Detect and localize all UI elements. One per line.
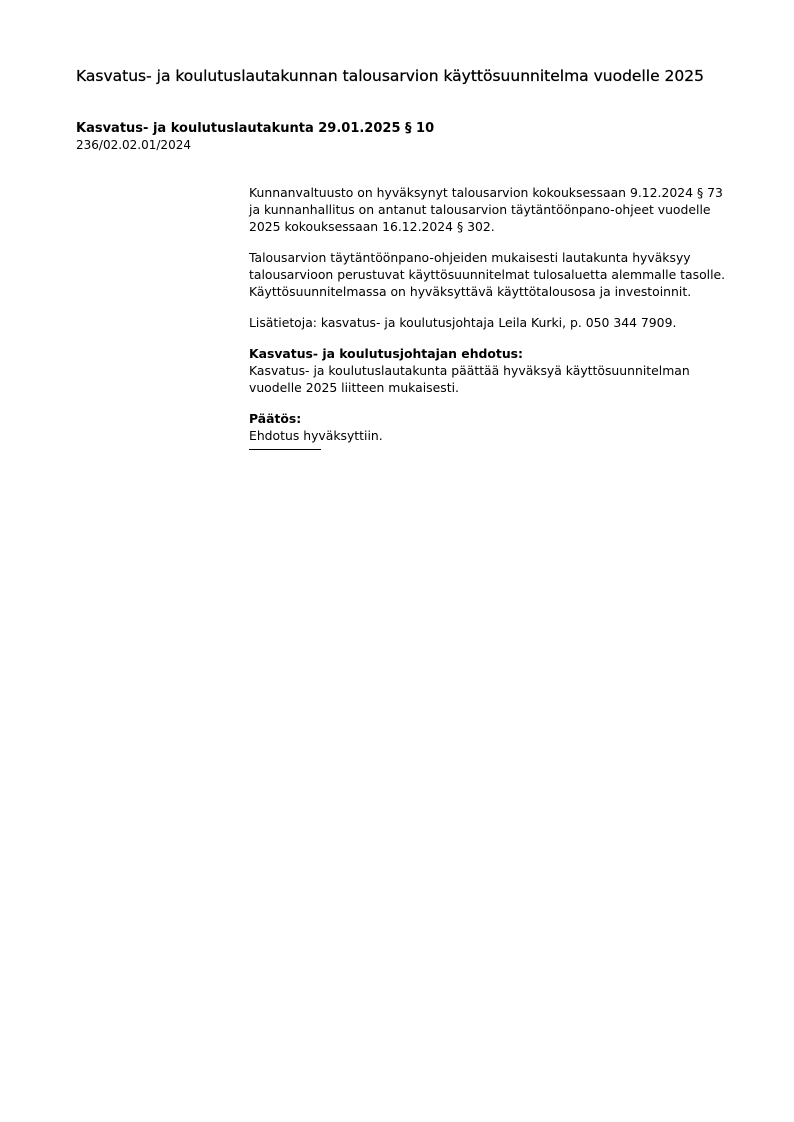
paragraph-guidelines: Talousarvion täytäntöönpano-ohjeiden mukaisesti lautakunta hyväksyy talousarvioon perustuvat käyttösuunnitelmat tulosaluetta alemmalle tasolle. Käyttösuunnitelmassa on hyväksyttävä käyttötalousosa ja investoinnit. bbox=[249, 250, 726, 299]
proposal-section bbox=[249, 345, 734, 396]
proposal-heading: Kasvatus- ja koulutusjohtajan ehdotus: bbox=[249, 346, 523, 361]
end-divider bbox=[249, 449, 321, 450]
document-title: Kasvatus- ja koulutuslautakunnan talousarvion käyttösuunnitelma vuodelle 2025 bbox=[76, 67, 704, 85]
proposal-text: Kasvatus- ja koulutuslautakunta päättää hyväksyä käyttösuunnitelman vuodelle 2025 liitteen mukaisesti. bbox=[249, 363, 690, 395]
decision-section bbox=[249, 410, 734, 444]
meeting-reference: Kasvatus- ja koulutuslautakunta 29.01.2025 § 10 bbox=[76, 121, 435, 136]
decision-heading: Päätös: bbox=[249, 411, 302, 426]
decision-text: Ehdotus hyväksyttiin. bbox=[249, 428, 383, 443]
paragraph-background: Kunnanvaltuusto on hyväksynyt talousarvion kokouksessaan 9.12.2024 § 73 ja kunnanhallitus on antanut talousarvion täytäntöönpano-ohjeet vuodelle 2025 kokouksessaan 16.12.2024 § 302. bbox=[249, 185, 723, 234]
minutes-body bbox=[249, 184, 734, 450]
diary-number: 236/02.02.01/2024 bbox=[76, 138, 191, 152]
paragraph-contact-info: Lisätietoja: kasvatus- ja koulutusjohtaja Leila Kurki, p. 050 344 7909. bbox=[249, 315, 677, 330]
